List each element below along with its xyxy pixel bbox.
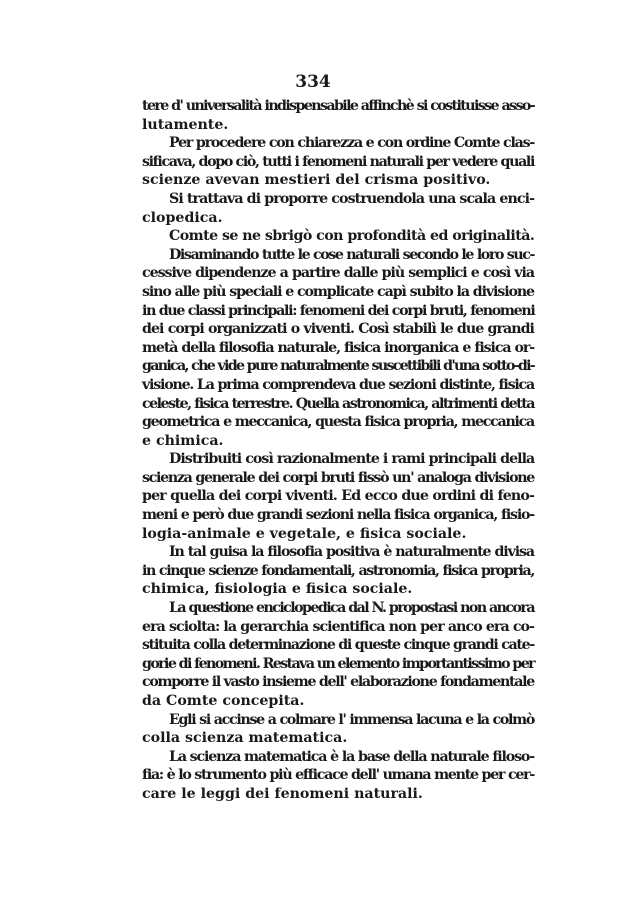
text-line: Comte se ne sbrigò con profondità ed originalità.	[169, 228, 535, 245]
text-line: geometrica e meccanica, questa fisica propria, meccanica	[142, 414, 534, 431]
text-line: gorie di fenomeni. Restava un elemento importantissimo per	[142, 655, 534, 672]
text-line: meni e però due grandi sezioni nella fisica organica, fisio-	[142, 507, 534, 524]
text-line: metà della filosofia naturale, fisica inorganica e fisica or-	[142, 339, 534, 356]
text-line: Si trattava di proporre costruendola una scala enci-	[169, 190, 535, 207]
text-line: In tal guisa la filosofia positiva è naturalmente divisa	[169, 544, 534, 561]
text-line: ganica, che vide pure naturalmente suscettibili d'una sotto-di-	[142, 358, 534, 375]
text-line: La scienza matematica è la base della naturale filoso-	[169, 748, 534, 765]
text-line: da Comte concepita.	[142, 693, 305, 709]
text-line: in cinque scienze fondamentali, astronomia, fisica propria,	[142, 562, 534, 579]
text-line: dei corpi organizzati o viventi. Così stabilì le due grandi	[142, 321, 534, 338]
text-line: sino alle più speciali e complicate capì subito la divisione	[142, 283, 534, 300]
text-line: era sciolta: la gerarchia scientifica non per anco era co-	[142, 618, 534, 635]
text-line: Disaminando tutte le cose naturali secondo le loro suc-	[169, 246, 534, 263]
text-line: celeste, fisica terrestre. Quella astronomica, altrimenti detta	[142, 395, 534, 412]
text-line: sificava, dopo ciò, tutti i fenomeni naturali per vedere quali	[142, 153, 534, 170]
text-line: fia: è lo strumento più efficace dell' umana mente per cer-	[142, 767, 534, 784]
body-text	[142, 97, 534, 804]
text-line: tere d' universalità indispensabile affinchè si costituisse asso-	[142, 98, 534, 114]
text-line: Per procedere con chiarezza e con ordine Comte clas-	[169, 135, 535, 152]
text-line: per quella dei corpi viventi. Ed ecco due ordini di feno-	[142, 488, 534, 505]
text-line: e chimica.	[142, 432, 224, 449]
page-number: 334	[295, 72, 331, 92]
text-line: logia-animale e vegetale, e fisica sociale.	[142, 525, 467, 542]
text-line: scienze avevan mestieri del crisma positivo.	[142, 172, 491, 189]
text-line: colla scienza matematica.	[142, 730, 348, 747]
text-line: comporre il vasto insieme dell' elaborazione fondamentale	[142, 674, 534, 691]
text-line: clopedica.	[142, 209, 223, 226]
text-line: stituita colla determinazione di queste cinque grandi cate-	[142, 637, 534, 654]
text-line: scienza generale dei corpi bruti fissò un' analoga divisione	[142, 469, 534, 486]
text-line: Distribuiti così razionalmente i rami principali della	[169, 451, 535, 468]
text-line: Egli si accinse a colmare l' immensa lacuna e la colmò	[169, 711, 534, 728]
text-line: La questione enciclopedica dal N. propostasi non ancora	[169, 600, 534, 617]
text-line: lutamente.	[142, 116, 229, 133]
text-line: cessive dipendenze a partire dalle più semplici e così via	[142, 265, 534, 282]
text-line: visione. La prima comprendeva due sezioni distinte, fisica	[142, 376, 534, 393]
text-line: care le leggi dei fenomeni naturali.	[142, 785, 423, 802]
text-line: in due classi principali: fenomeni dei corpi bruti, fenomeni	[142, 302, 535, 319]
text-line: chimica, fisiologia e fisica sociale.	[142, 581, 413, 598]
